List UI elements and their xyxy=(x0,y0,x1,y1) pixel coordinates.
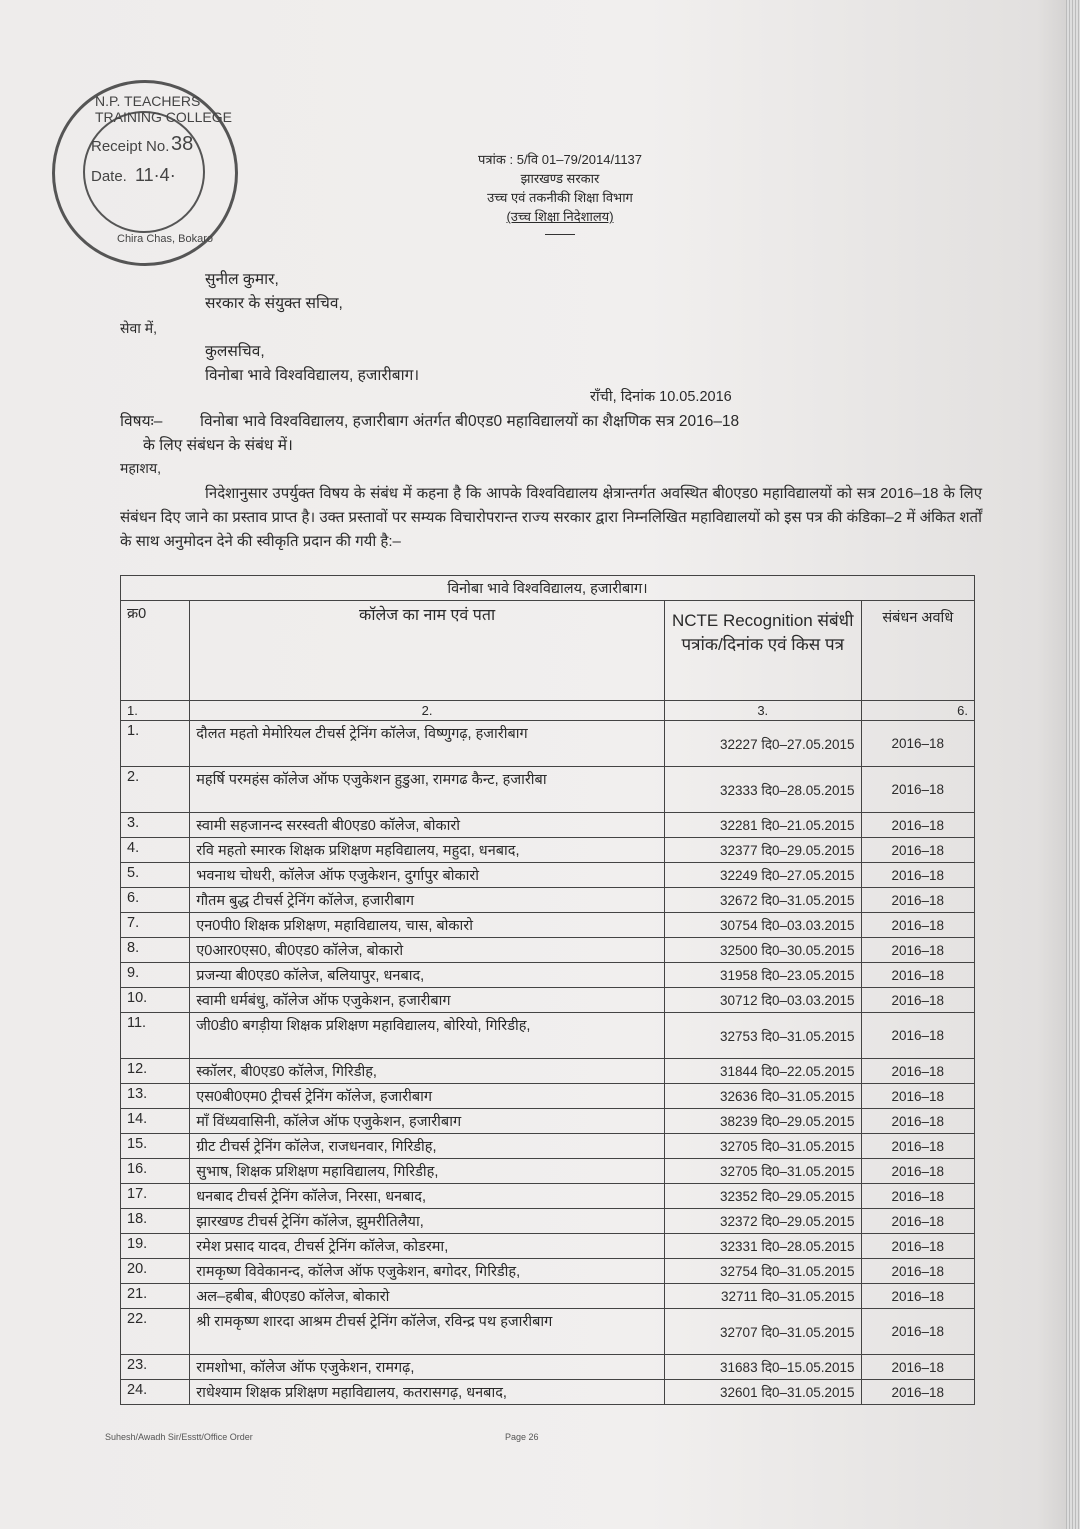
recipient-title: कुलसचिव, xyxy=(205,343,265,360)
table-row xyxy=(121,938,975,963)
header-ncte: NCTE Recognition संबंधी पत्रांक/दिनांक एवं किस पत्र xyxy=(664,601,861,701)
period-cell: 2016–18 xyxy=(861,1259,974,1284)
directorate-name: (उच्च शिक्षा निदेशालय) xyxy=(506,209,614,224)
subject-line-1: विनोबा भावे विश्वविद्यालय, हजारीबाग अंतर्गत बी0एड0 महाविद्यालयों का शैक्षणिक सत्र 2016–18 xyxy=(200,413,740,430)
date-label: Date. xyxy=(91,168,127,185)
table-row xyxy=(121,1309,975,1355)
colnum-2: 2. xyxy=(190,701,665,721)
serial-cell: 14. xyxy=(121,1109,190,1134)
serial-cell: 23. xyxy=(121,1355,190,1380)
ncte-cell: 31844 दि0–22.05.2015 xyxy=(664,1059,861,1084)
college-receipt-stamp xyxy=(52,80,238,266)
period-cell: 2016–18 xyxy=(861,1284,974,1309)
college-name-cell: दौलत महतो मेमोरियल टीचर्स ट्रेनिंग कॉलेज, विष्णुगढ़, हजारीबाग xyxy=(190,721,665,767)
period-cell: 2016–18 xyxy=(861,1084,974,1109)
serial-cell: 7. xyxy=(121,913,190,938)
table-row xyxy=(121,1059,975,1084)
receipt-label: Receipt No. xyxy=(91,138,170,155)
period-cell: 2016–18 xyxy=(861,813,974,838)
college-name-cell: गौतम बुद्ध टीचर्स ट्रेनिंग कॉलेज, हजारीबाग xyxy=(190,888,665,913)
ncte-cell: 32672 दि0–31.05.2015 xyxy=(664,888,861,913)
college-name-cell: स्कॉलर, बी0एड0 कॉलेज, गिरिडीह, xyxy=(190,1059,665,1084)
footer-path: Suhesh/Awadh Sir/Esstt/Office Order xyxy=(105,1432,253,1442)
colnum-3: 3. xyxy=(664,701,861,721)
table-row xyxy=(121,1234,975,1259)
serial-cell: 12. xyxy=(121,1059,190,1084)
header-college: कॉलेज का नाम एवं पता xyxy=(190,601,665,701)
college-name-cell: झारखण्ड टीचर्स ट्रेनिंग कॉलेज, झुमरीतिलैया, xyxy=(190,1209,665,1234)
period-cell: 2016–18 xyxy=(861,1309,974,1355)
subject-label: विषयः– xyxy=(120,413,163,430)
table-row xyxy=(121,767,975,813)
ncte-cell: 30712 दि0–03.03.2015 xyxy=(664,988,861,1013)
ncte-cell: 31958 दि0–23.05.2015 xyxy=(664,963,861,988)
ncte-cell: 32636 दि0–31.05.2015 xyxy=(664,1084,861,1109)
table-row xyxy=(121,1259,975,1284)
ncte-cell: 32249 दि0–27.05.2015 xyxy=(664,863,861,888)
footer-page: Page 26 xyxy=(505,1432,539,1442)
sender-designation: सरकार के संयुक्त सचिव, xyxy=(205,295,343,312)
college-name-cell: एस0बी0एम0 ट्रीचर्स ट्रेनिंग कॉलेज, हजारीबाग xyxy=(190,1084,665,1109)
period-cell: 2016–18 xyxy=(861,1234,974,1259)
college-name-cell: ए0आर0एस0, बी0एड0 कॉलेज, बोकारो xyxy=(190,938,665,963)
header-period: संबंधन अवधि xyxy=(861,601,974,701)
receipt-value: 38 xyxy=(171,133,194,155)
ncte-cell: 32333 दि0–28.05.2015 xyxy=(664,767,861,813)
table-row xyxy=(121,1013,975,1059)
ncte-cell: 31683 दि0–15.05.2015 xyxy=(664,1355,861,1380)
serial-cell: 16. xyxy=(121,1159,190,1184)
college-name-cell: स्वामी धर्मबंधु, कॉलेज ऑफ एजुकेशन, हजारीबाग xyxy=(190,988,665,1013)
college-name-cell: भवनाथ चोधरी, कॉलेज ऑफ एजुकेशन, दुर्गापुर बोकारो xyxy=(190,863,665,888)
letter-number: पत्रांक : 5/वि 01–79/2014/1137 xyxy=(477,152,643,167)
ncte-cell: 32281 दि0–21.05.2015 xyxy=(664,813,861,838)
ncte-cell: 32500 दि0–30.05.2015 xyxy=(664,938,861,963)
college-name-cell: एन0पी0 शिक्षक प्रशिक्षण, महाविद्यालय, चास, बोकारो xyxy=(190,913,665,938)
department-name: उच्च एवं तकनीकी शिक्षा विभाग xyxy=(487,190,633,205)
college-name-cell: रमेश प्रसाद यादव, टीचर्स ट्रेनिंग कॉलेज, कोडरमा, xyxy=(190,1234,665,1259)
period-cell: 2016–18 xyxy=(861,913,974,938)
to-label: सेवा में, xyxy=(120,320,158,336)
serial-cell: 24. xyxy=(121,1380,190,1405)
serial-cell: 17. xyxy=(121,1184,190,1209)
serial-cell: 3. xyxy=(121,813,190,838)
ncte-cell: 32753 दि0–31.05.2015 xyxy=(664,1013,861,1059)
college-name-cell: माँ विंध्यवासिनी, कॉलेज ऑफ एजुकेशन, हजारीबाग xyxy=(190,1109,665,1134)
table-row xyxy=(121,963,975,988)
period-cell: 2016–18 xyxy=(861,963,974,988)
stamp-ring-bottom: Chira Chas, Bokaro xyxy=(117,233,213,245)
table-row xyxy=(121,913,975,938)
serial-cell: 21. xyxy=(121,1284,190,1309)
letter-header xyxy=(400,150,720,235)
college-name-cell: रामशोभा, कॉलेज ऑफ एजुकेशन, रामगढ़, xyxy=(190,1355,665,1380)
colnum-1: 1. xyxy=(121,701,190,721)
serial-cell: 20. xyxy=(121,1259,190,1284)
serial-cell: 11. xyxy=(121,1013,190,1059)
serial-cell: 18. xyxy=(121,1209,190,1234)
scan-edge xyxy=(1066,0,1080,1529)
period-cell: 2016–18 xyxy=(861,838,974,863)
table-row xyxy=(121,863,975,888)
table-row xyxy=(121,721,975,767)
serial-cell: 4. xyxy=(121,838,190,863)
table-row xyxy=(121,1084,975,1109)
ncte-cell: 32352 दि0–29.05.2015 xyxy=(664,1184,861,1209)
period-cell: 2016–18 xyxy=(861,767,974,813)
ncte-cell: 38239 दि0–29.05.2015 xyxy=(664,1109,861,1134)
sender-block xyxy=(205,268,343,316)
serial-cell: 22. xyxy=(121,1309,190,1355)
table-title: विनोबा भावे विश्वविद्यालय, हजारीबाग। xyxy=(121,576,975,601)
period-cell: 2016–18 xyxy=(861,1013,974,1059)
college-name-cell: धनबाद टीचर्स ट्रेनिंग कॉलेज, निरसा, धनबाद, xyxy=(190,1184,665,1209)
ncte-cell: 32705 दि0–31.05.2015 xyxy=(664,1159,861,1184)
period-cell: 2016–18 xyxy=(861,1184,974,1209)
college-name-cell: राधेश्याम शिक्षक प्रशिक्षण महाविद्यालय, कतरासगढ़, धनबाद, xyxy=(190,1380,665,1405)
college-name-cell: रवि महतो स्मारक शिक्षक प्रशिक्षण महविद्यालय, महुदा, धनबाद, xyxy=(190,838,665,863)
header-serial: क्र0 xyxy=(121,601,190,701)
ncte-cell: 32377 दि0–29.05.2015 xyxy=(664,838,861,863)
table-row xyxy=(121,888,975,913)
college-name-cell: सुभाष, शिक्षक प्रशिक्षण महाविद्यालय, गिरिडीह, xyxy=(190,1159,665,1184)
place-date: राँची, दिनांक 10.05.2016 xyxy=(590,389,732,405)
government-name: झारखण्ड सरकार xyxy=(520,171,600,186)
serial-cell: 10. xyxy=(121,988,190,1013)
table-row xyxy=(121,1134,975,1159)
table-row xyxy=(121,1355,975,1380)
period-cell: 2016–18 xyxy=(861,988,974,1013)
period-cell: 2016–18 xyxy=(861,938,974,963)
serial-cell: 8. xyxy=(121,938,190,963)
college-name-cell: प्रजन्या बी0एड0 कॉलेज, बलियापुर, धनबाद, xyxy=(190,963,665,988)
salutation: महाशय, xyxy=(120,460,161,476)
college-name-cell: अल–हबीब, बी0एड0 कॉलेज, बोकारो xyxy=(190,1284,665,1309)
table-row xyxy=(121,1184,975,1209)
period-cell: 2016–18 xyxy=(861,1109,974,1134)
table-row xyxy=(121,1209,975,1234)
period-cell: 2016–18 xyxy=(861,863,974,888)
ncte-cell: 32227 दि0–27.05.2015 xyxy=(664,721,861,767)
recipient-block xyxy=(205,340,419,388)
ncte-cell: 32372 दि0–29.05.2015 xyxy=(664,1209,861,1234)
sender-name: सुनील कुमार, xyxy=(205,271,279,288)
table-row xyxy=(121,1380,975,1405)
serial-cell: 13. xyxy=(121,1084,190,1109)
period-cell: 2016–18 xyxy=(861,888,974,913)
table-row xyxy=(121,813,975,838)
ncte-cell: 30754 दि0–03.03.2015 xyxy=(664,913,861,938)
serial-cell: 19. xyxy=(121,1234,190,1259)
college-name-cell: ग्रीट टीचर्स ट्रेनिंग कॉलेज, राजधनवार, गिरिडीह, xyxy=(190,1134,665,1159)
college-name-cell: रामकृष्ण विवेकानन्द, कॉलेज ऑफ एजुकेशन, बगोदर, गिरिडीह, xyxy=(190,1259,665,1284)
recipient-university: विनोबा भावे विश्वविद्यालय, हजारीबाग। xyxy=(205,367,420,384)
table-row xyxy=(121,1109,975,1134)
serial-cell: 6. xyxy=(121,888,190,913)
period-cell: 2016–18 xyxy=(861,1134,974,1159)
serial-cell: 2. xyxy=(121,767,190,813)
college-name-cell: स्वामी सहजानन्द सरस्वती बी0एड0 कॉलेज, बोकारो xyxy=(190,813,665,838)
serial-cell: 1. xyxy=(121,721,190,767)
colleges-table xyxy=(120,575,975,1405)
ncte-cell: 32705 दि0–31.05.2015 xyxy=(664,1134,861,1159)
ncte-cell: 32754 दि0–31.05.2015 xyxy=(664,1259,861,1284)
header-divider xyxy=(545,234,575,235)
period-cell: 2016–18 xyxy=(861,1380,974,1405)
table-row xyxy=(121,838,975,863)
period-cell: 2016–18 xyxy=(861,1355,974,1380)
serial-cell: 5. xyxy=(121,863,190,888)
period-cell: 2016–18 xyxy=(861,1059,974,1084)
period-cell: 2016–18 xyxy=(861,721,974,767)
college-name-cell: महर्षि परमहंस कॉलेज ऑफ एजुकेशन हुडुआ, रामगढ कैन्ट, हजारीबा xyxy=(190,767,665,813)
subject-line-2: के लिए संबंधन के संबंध में। xyxy=(143,437,293,454)
college-name-cell: जी0डी0 बगड़ीया शिक्षक प्रशिक्षण महाविद्यालय, बोरियो, गिरिडीह, xyxy=(190,1013,665,1059)
colnum-6: 6. xyxy=(861,701,974,721)
body-paragraph: निदेशानुसार उपर्युक्त विषय के संबंध में कहना है कि आपके विश्वविद्यालय क्षेत्रान्तर्गत अवस्थित बी0एड0 महाविद्यालयों को सत्र 2016–18 के लिए संबंधन दिए जाने का प्रस्ताव प्राप्त है। उक्त प्रस्तावों पर सम्यक विचारोपरान्त राज्य सरकार द्वारा निम्नलिखित महाविद्यालयों को इस पत्र की कंडिका–2 में अंकित शर्तों के साथ अनुमोदन देने की स्वीकृति प्रदान की गयी है:– xyxy=(120,485,982,550)
ncte-cell: 32331 दि0–28.05.2015 xyxy=(664,1234,861,1259)
ncte-cell: 32601 दि0–31.05.2015 xyxy=(664,1380,861,1405)
serial-cell: 15. xyxy=(121,1134,190,1159)
stamp-ring-top: N.P. TEACHERS TRAINING COLLEGE xyxy=(95,93,232,125)
table-row xyxy=(121,1284,975,1309)
table-row xyxy=(121,988,975,1013)
college-name-cell: श्री रामकृष्ण शारदा आश्रम टीचर्स ट्रेनिंग कॉलेज, रविन्द्र पथ हजारीबाग xyxy=(190,1309,665,1355)
serial-cell: 9. xyxy=(121,963,190,988)
period-cell: 2016–18 xyxy=(861,1159,974,1184)
table-row xyxy=(121,1159,975,1184)
period-cell: 2016–18 xyxy=(861,1209,974,1234)
date-value: 11·4· xyxy=(135,165,176,185)
ncte-cell: 32707 दि0–31.05.2015 xyxy=(664,1309,861,1355)
ncte-cell: 32711 दि0–31.05.2015 xyxy=(664,1284,861,1309)
